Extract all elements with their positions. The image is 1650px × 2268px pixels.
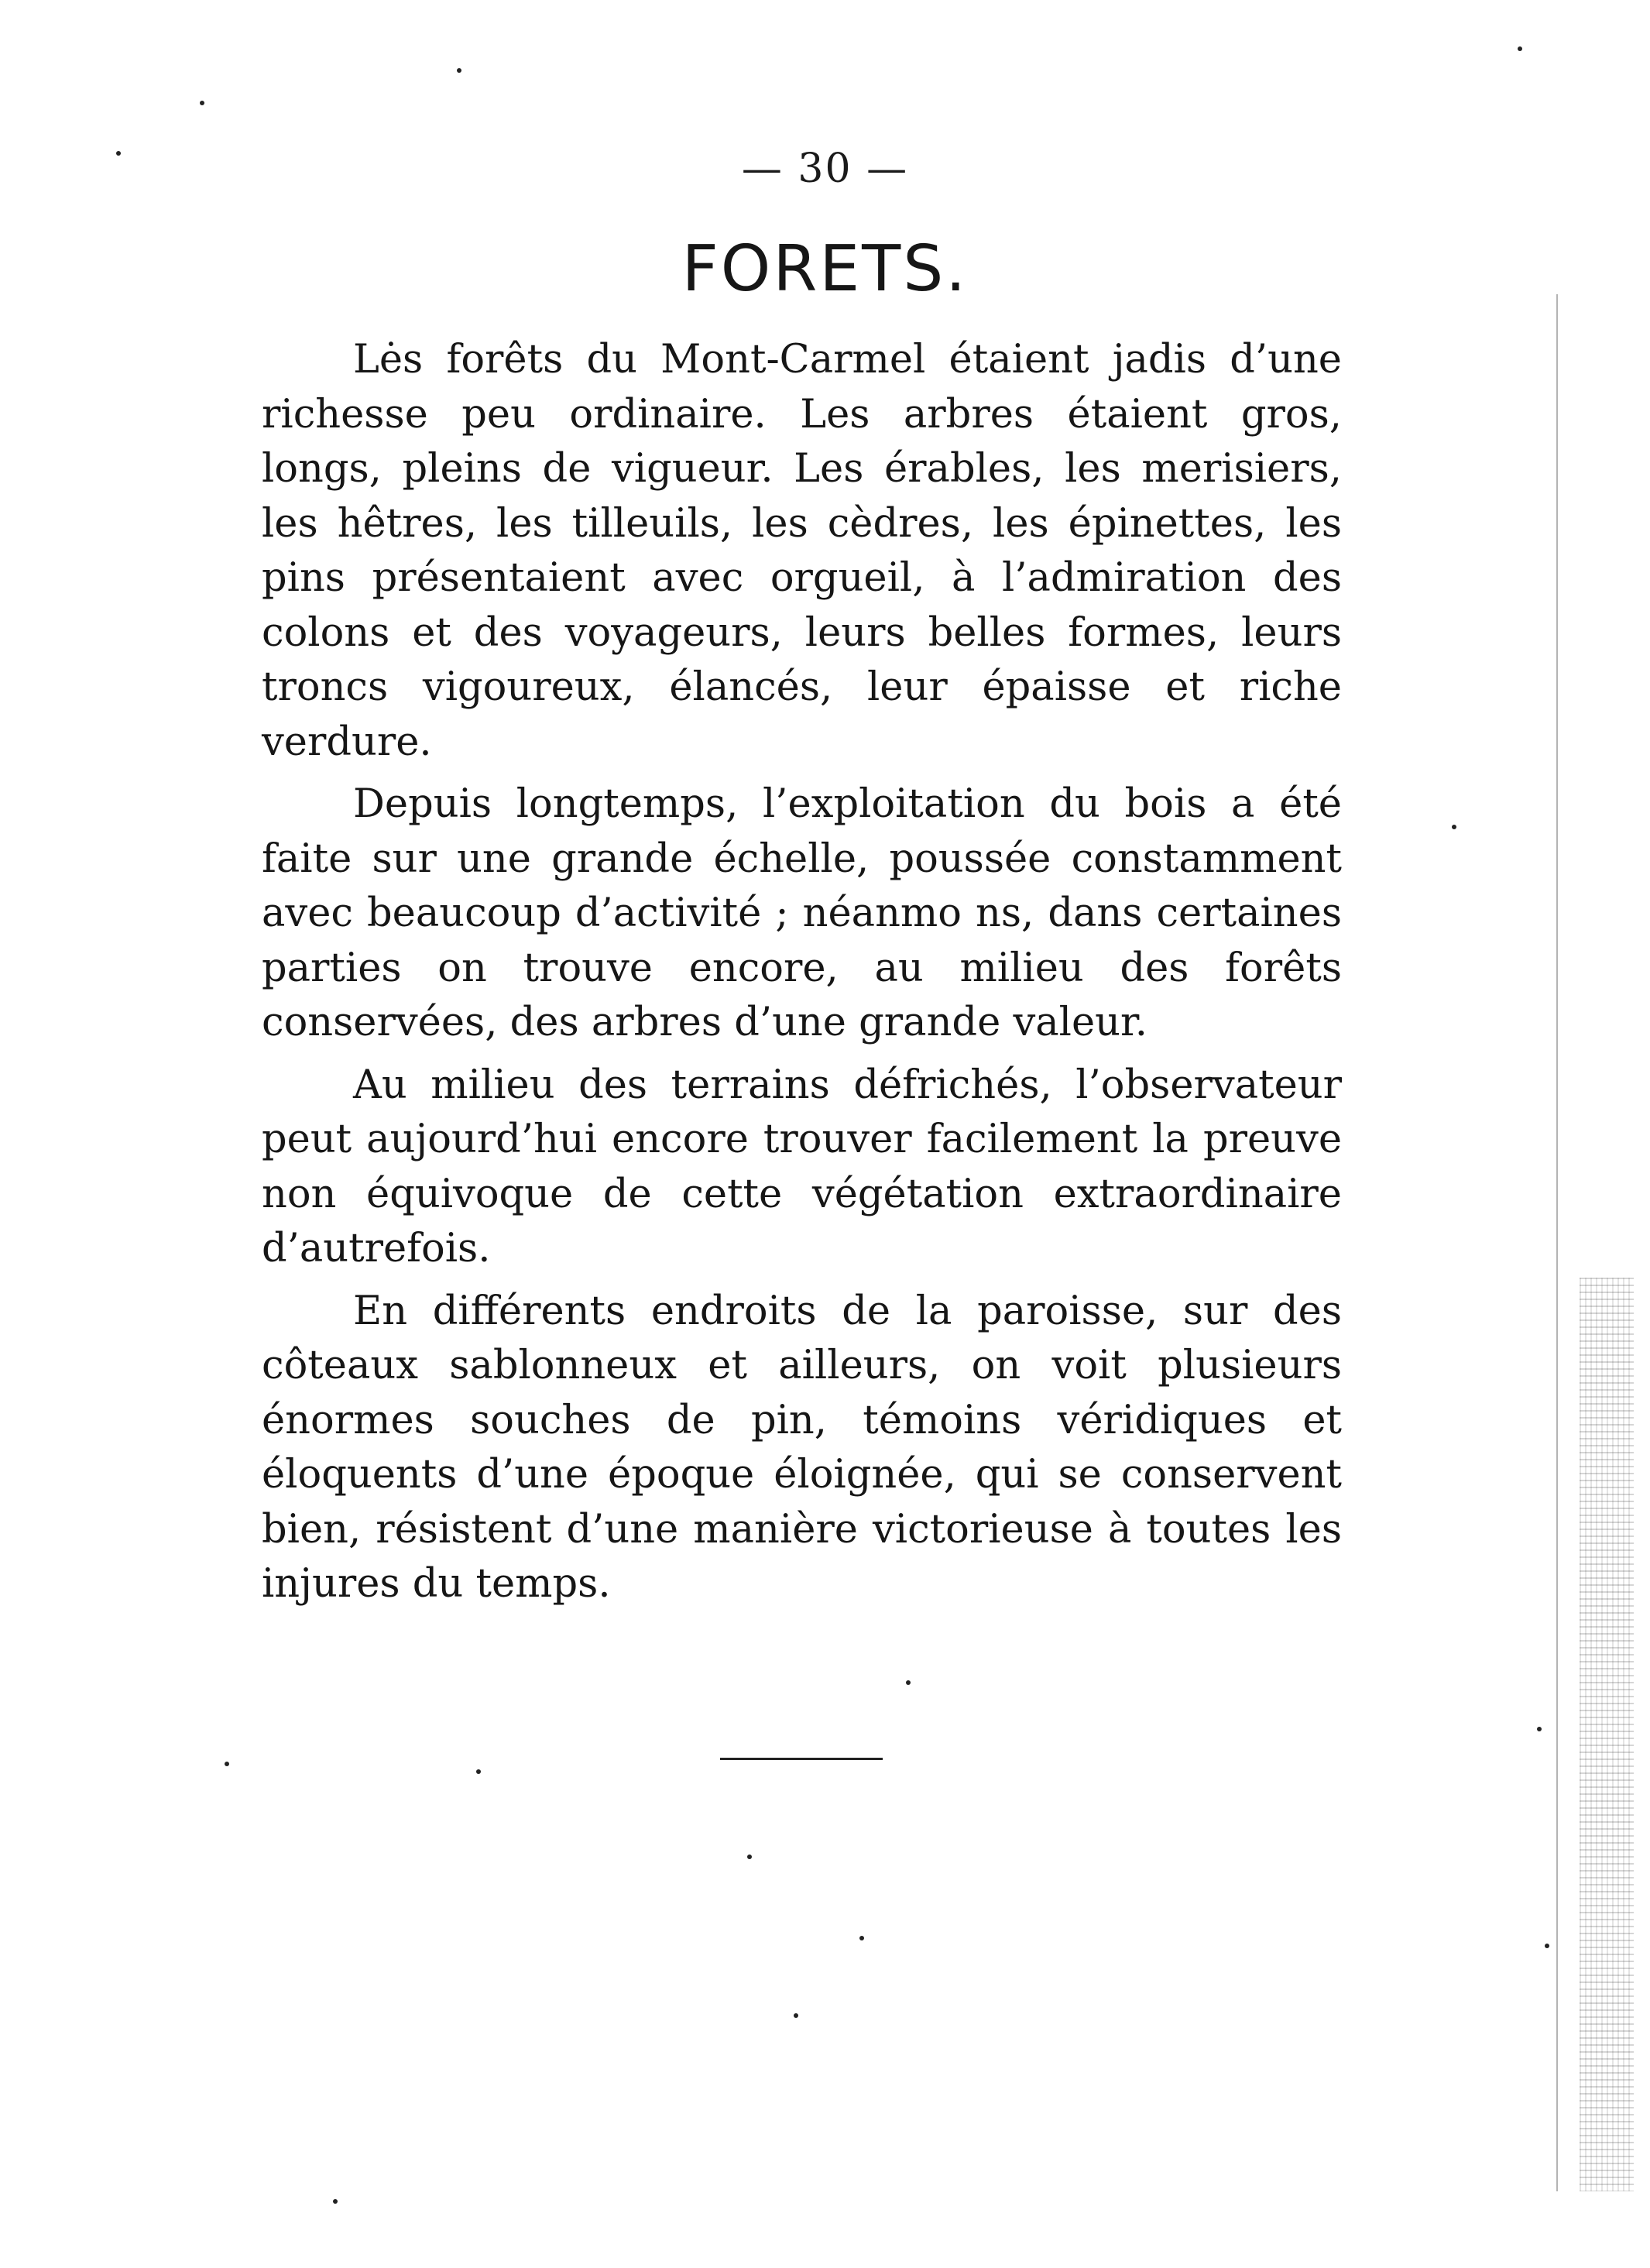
page-number: — 30 — — [741, 146, 909, 192]
paragraph: Lės forêts du Mont-Carmel étaient jadis d’une richesse peu ordinaire. Les arbres étaient gros, longs, pleins de vigueur. Les érables, les merisiers, les hêtres, les tilleuils, les cèdres, les épinettes, les pins présentaient avec orgueil, à l’admiration des colons et des voyageurs, leurs belles formes, leurs troncs vigoureux, élancés, leur épaisse et riche verdure. — [262, 337, 1342, 765]
scan-speck — [225, 1762, 229, 1766]
section-end-rule — [720, 1758, 883, 1760]
binding-edge — [1556, 294, 1561, 2191]
scan-speck — [457, 68, 461, 73]
body-text — [262, 333, 1342, 1620]
scan-speck — [1452, 825, 1456, 829]
scan-speck — [116, 151, 121, 156]
paragraph: Depuis longtemps, l’exploitation du bois a été faite sur une grande échelle, poussée constamment avec beaucoup d’activité ; néanmo ns, dans certaines parties on trouve encore, au milieu des forêts conservées, des arbres d’une grande valeur. — [262, 781, 1342, 1045]
scan-speck — [200, 101, 204, 105]
scan-edge-noise — [1580, 1278, 1634, 2191]
scan-speck — [794, 2013, 798, 2018]
scan-speck — [476, 1769, 481, 1774]
scan-speck — [1545, 1944, 1549, 1948]
paragraph: En différents endroits de la paroisse, sur des côteaux sablonneux et ailleurs, on voit plusieurs énormes souches de pin, témoins véridiques et éloquents d’une époque éloignée, qui se conservent bien, résistent d’une manière victorieuse à toutes les injures du temps. — [262, 1288, 1342, 1607]
scan-speck — [906, 1680, 911, 1685]
paragraph: Au milieu des terrains défrichés, l’observateur peut aujourd’hui encore trouver facilement la preuve non équivoque de cette végétation extraordinaire d’autrefois. — [262, 1062, 1342, 1271]
scan-speck — [747, 1855, 752, 1859]
scan-speck — [1537, 1727, 1542, 1731]
page-title: FORETS. — [681, 232, 969, 306]
scan-speck — [1518, 46, 1522, 51]
scan-speck — [333, 2199, 338, 2204]
scan-speck — [859, 1936, 864, 1940]
